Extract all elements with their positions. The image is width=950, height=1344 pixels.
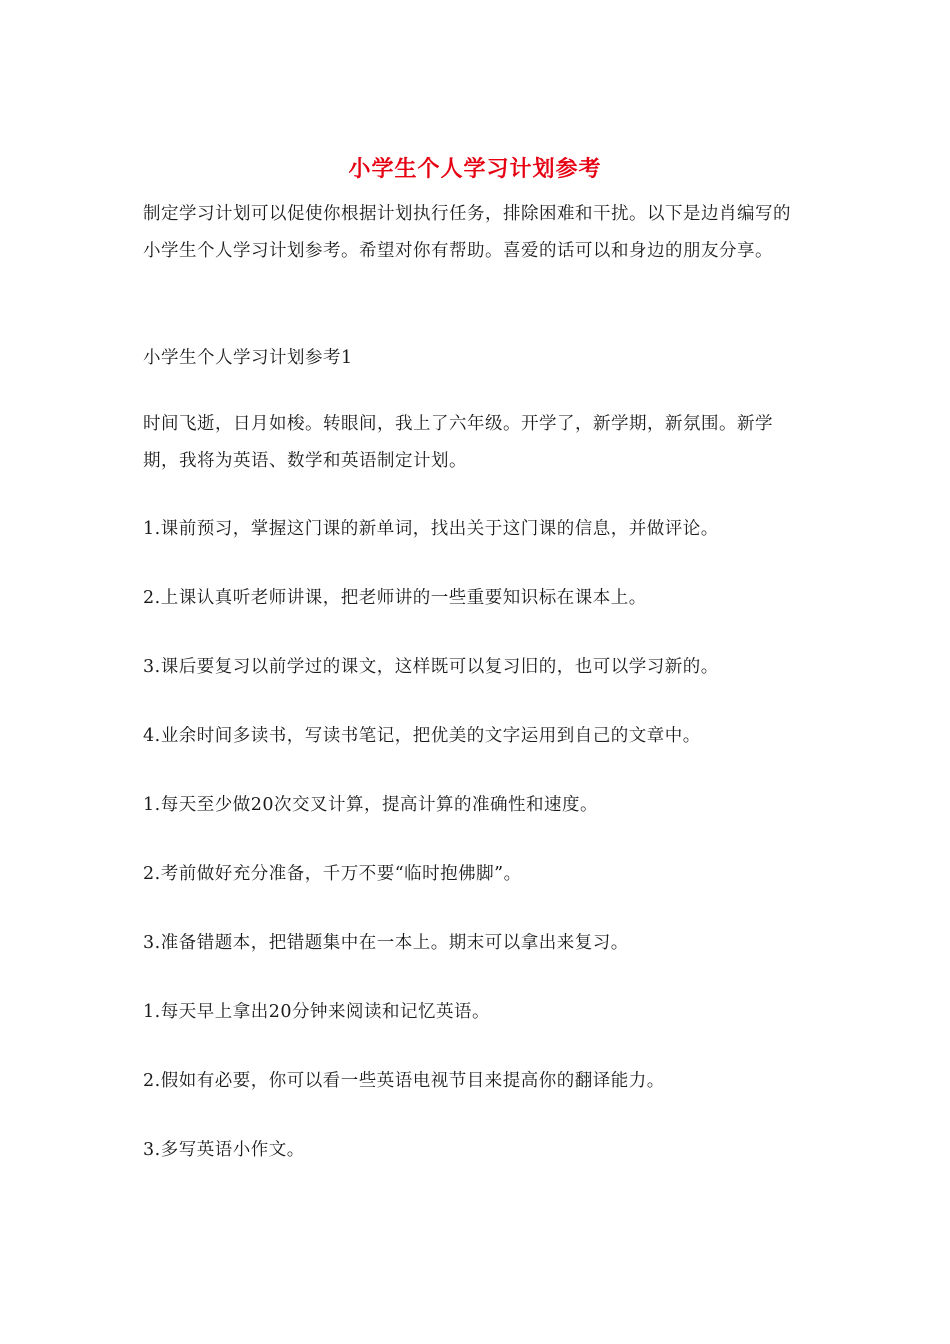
plan-item: 1.每天早上拿出20分钟来阅读和记忆英语。 (143, 1002, 490, 1022)
plan-item: 3.准备错题本，把错题集中在一本上。期末可以拿出来复习。 (143, 933, 629, 953)
opening-paragraph: 时间飞逝，日月如梭。转眼间，我上了六年级。开学了，新学期，新氛围。新学期，我将为英语、数学和英语制定计划。 (143, 414, 773, 471)
plan-item: 2.假如有必要，你可以看一些英语电视节目来提高你的翻译能力。 (143, 1071, 665, 1091)
intro-paragraph: 制定学习计划可以促使你根据计划执行任务，排除困难和干扰。以下是边肖编写的小学生个人学习计划参考。希望对你有帮助。喜爱的话可以和身边的朋友分享。 (143, 204, 791, 261)
plan-item: 1.每天至少做20次交叉计算，提高计算的准确性和速度。 (143, 795, 598, 815)
plan-item: 2.上课认真听老师讲课，把老师讲的一些重要知识标在课本上。 (143, 588, 647, 608)
document-title: 小学生个人学习计划参考 (348, 156, 602, 182)
plan-item: 2.考前做好充分准备，千万不要“临时抱佛脚”。 (143, 864, 522, 884)
section-heading: 小学生个人学习计划参考1 (143, 348, 353, 368)
plan-item: 3.多写英语小作文。 (143, 1140, 305, 1160)
plan-item: 3.课后要复习以前学过的课文，这样既可以复习旧的，也可以学习新的。 (143, 657, 719, 677)
plan-item: 1.课前预习，掌握这门课的新单词，找出关于这门课的信息，并做评论。 (143, 519, 719, 539)
plan-item: 4.业余时间多读书，写读书笔记，把优美的文字运用到自己的文章中。 (143, 726, 701, 746)
